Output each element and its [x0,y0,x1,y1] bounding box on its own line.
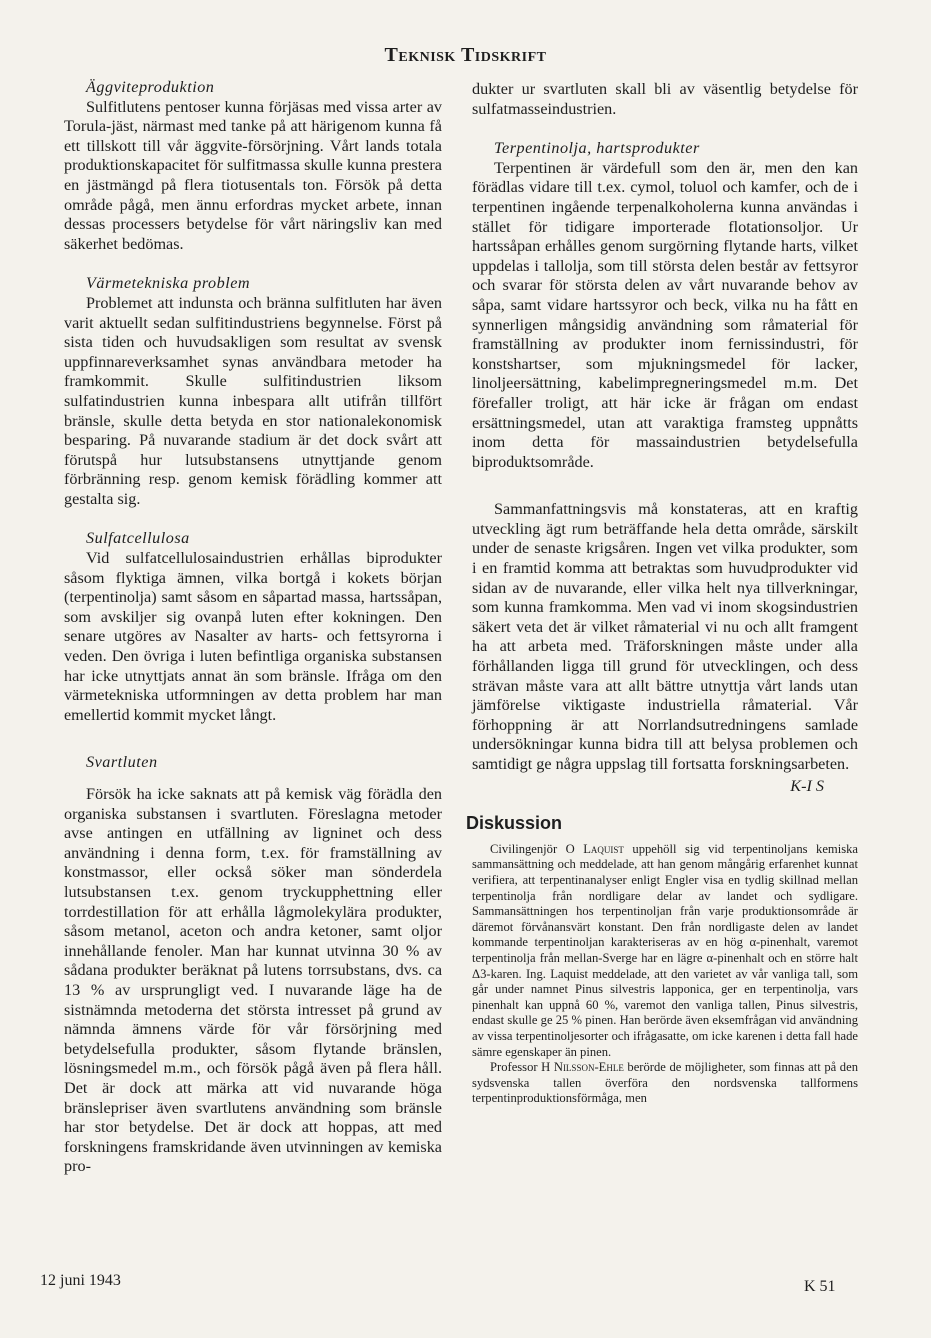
discussion-paragraph [472,842,858,1060]
paragraph: Terpentinen är värdefull som den är, men den kan förädlas vidare till t.ex. cymol, toluol och kamfer, och de i terpentinen ingående terpenalkoholerna kunna användas i stället för tidigare importerade flotationsoljor. Ur hartssåpan erhålles genom surgörning flytande harts, vilket uppdelas i tallolja, som till största delen består av fettsyror och svarar för största delen av vårt nuvarande behov av såpa, samt vidare hartssyror och beck, vilka nu ha fått en synnerligen mångsidig användning som råmaterial för framställning av produkter inom fernissindustri, för konstshartser, som mjukningsmedel för lacker, linoljeersättning, kabelimpregneringsmedel m.m. Det förefaller troligt, att här icke är frågan om endast ersättningsmedel, utan att varaktiga framsteg uppnåtts inom detta för massaindustrien betydelsefulla biproduktsområde. [472,158,858,471]
paragraph: Vid sulfatcellulosaindustrien erhållas biprodukter såsom flyktiga ämnen, vilka bortgå i kokets början (terpentinolja) samt såsom en såpartad massa, hartssåpan, som avskiljer sig ovanpå luten efter kokningen. Den senare utgöres av Nasalter av harts- och fettsyrorna i veden. Den övriga i luten befintliga organiska substansen har icke utnyttjats annat än som bränsle. Ifråga om den värmetekniska utformningen av detta problem har man emellertid kommit mycket långt. [64,549,442,724]
speaker-title: Civilingenjör O [490,841,584,856]
paragraph-continuation: dukter ur svartluten skall bli av väsentlig betydelse för sulfatmasseindustrien. [472,80,858,118]
discussion-paragraph [472,1060,858,1107]
author-signature: K-I S [790,776,824,795]
issue-date: 12 juni 1943 [40,1272,121,1289]
right-column [466,80,858,1107]
section-title-varmetekniska-problem: Värmetekniska problem [86,274,251,293]
discussion-body [472,842,858,1107]
paragraph: Problemet att indunsta och bränna sulfitluten har även varit aktuellt sedan sulfitindustriens begynnelse. Först på sista tiden och huvudsakligen som resultat av svensk uppfinnareverksamhet synas användbara metoder ha framkommit. Skulle sulfitindustrien liksom sulfatindustrien kunna inbespara allt utifrån tillfört bränsle, skulle detta betyda en stor nationalekonomisk besparing. På nuvarande stadium är det dock svårt att förutspå hur lutsubstansens utnyttjande genom förbränning resp. genom kemisk förädling kommer att gestalta sig. [64,293,442,508]
left-column [64,78,442,1177]
paragraph-summary: Sammanfattningsvis må konstateras, att en kraftig utveckling ägt rum beträffande hela detta område, särskilt under de senaste krigsåren. Ingen vet vilka produkter, som i en framtid komma att betraktas som huvudprodukter vid sidan av de nuvarande, eller vilka helt nya tillverkningar, som kunna framkomma. Men vad vi inom skogsindustrien säkert veta det är vilket råmaterial vi nu och allt framgent ha att arbeta med. Träforskningen måste under alla förhållanden ligga till grund för utvecklingen, och dess strävan måste vara att allt bättre utnyttja vårt lands utan jämförelse viktigaste industriella råmaterial. Vår förhoppning är att Norrlandsutredningens samlade undersökningar kunna bidra till att belysa problemen och samtidigt ge några uppslag till fortsatta forskningsarbeten. [472,500,858,773]
speaker-title: Professor H [490,1060,554,1075]
section-title-svartluten: Svartluten [86,753,158,772]
discussion-text: berörde de möjligheter, som finnas att på den sydsvenska tallen överföra den nordsvenska tallformens terpentinproduktionsförmåga, men [472,1060,858,1106]
page-number: K 51 [804,1278,836,1295]
section-title-aggviteproduktion: Äggviteproduktion [86,78,215,96]
speaker-name: Laquist [583,841,624,856]
section-title-sulfatcellulosa: Sulfatcellulosa [86,529,190,548]
journal-title: Teknisk Tidskrift [384,44,547,66]
discussion-heading: Diskussion [466,813,563,834]
speaker-name: Nilsson-Ehle [553,1060,624,1075]
discussion-text: uppehöll sig vid terpentinoljans kemiska sammansättning och meddelade, att han genom mångårig erfarenhet kunnat verifiera, att terpentinanalyser enligt Engler visa en tydlig skillnad mellan terpentinolja från nordligare delar av landet och sydligare. Sammansättningen hos terpentinoljan från varje produktionsområde är däremot förvånansvärt konstant. Den från nordligaste delen av landet kommande terpentinoljan karakteriseras av en hög α-pinenhalt, varemot terpentinolja från mellan-Sverge har en lägre α-pinenhalt och en större halt Δ3-karen. Ing. Laquist meddelade, att den varietet av vår vanliga tall, som går under namnet Pinus silvestris lapponica, ger en terpentinolja, vars pinenhalt kan uppnå 60 %, varemot den vanliga tallen, Pinus silvestris, endast skulle ge 25 % pinen. Han berörde även eksemfrågan vid användning av vissa terpentinoljesorter och ifrågasatte, om icke karenen i detta fall hade sämre egenskaper än pinen. [472,841,858,1059]
paragraph: Försök ha icke saknats att på kemisk väg förädla den organiska substansen i svartluten. Föreslagna metoder avse antingen en utfällning av ligninet och dess användning i denna form, t.ex. för framställning av konstmassor, eller också söker man sönderdela lutsubstansen t.ex. genom tryckupphettning eller torrdestillation för att erhålla lågmolekylära produkter, såsom metanol, aceton och andra ketoner, samt oljor innehållande fenoler. Man har kunnat utvinna 30 % av sådana produkter beräknat på lutens torrsubstans, dvs. ca 13 % av ursprungligt ved. I nuvarande läge ha de sistnämnda metoderna det största intresset på grund av nämnda ämnens värde för vår försörjning med betydelsefulla produkter, såsom flytande bränslen, lösningsmedel m.m., och försök pågå även på flera håll. Det är dock att märka att vid nuvarande höga bränslepriser även svartlutens användning som bränsle har stor betydelse. Det är dock att hoppas, att med forskningens framskridande även utvinningen av kemiska pro- [64,785,442,1176]
section-title-terpentinolja: Terpentinolja, hartsprodukter [494,139,700,158]
paragraph: Sulfitlutens pentoser kunna förjäsas med vissa arter av Torula-jäst, närmast med tanke på att härigenom kunna få ett tillskott till vår äggvite-försörjning. Vårt lands totala produktionskapacitet för sulfitmassa skulle kunna prestera en jästmängd på flera tiotusentals ton. Försök på detta område pågå, men ännu erfordras mycket arbete, innan dessas processers betydelse för vårt näringsliv kan med säkerhet bedömas. [64,97,442,253]
